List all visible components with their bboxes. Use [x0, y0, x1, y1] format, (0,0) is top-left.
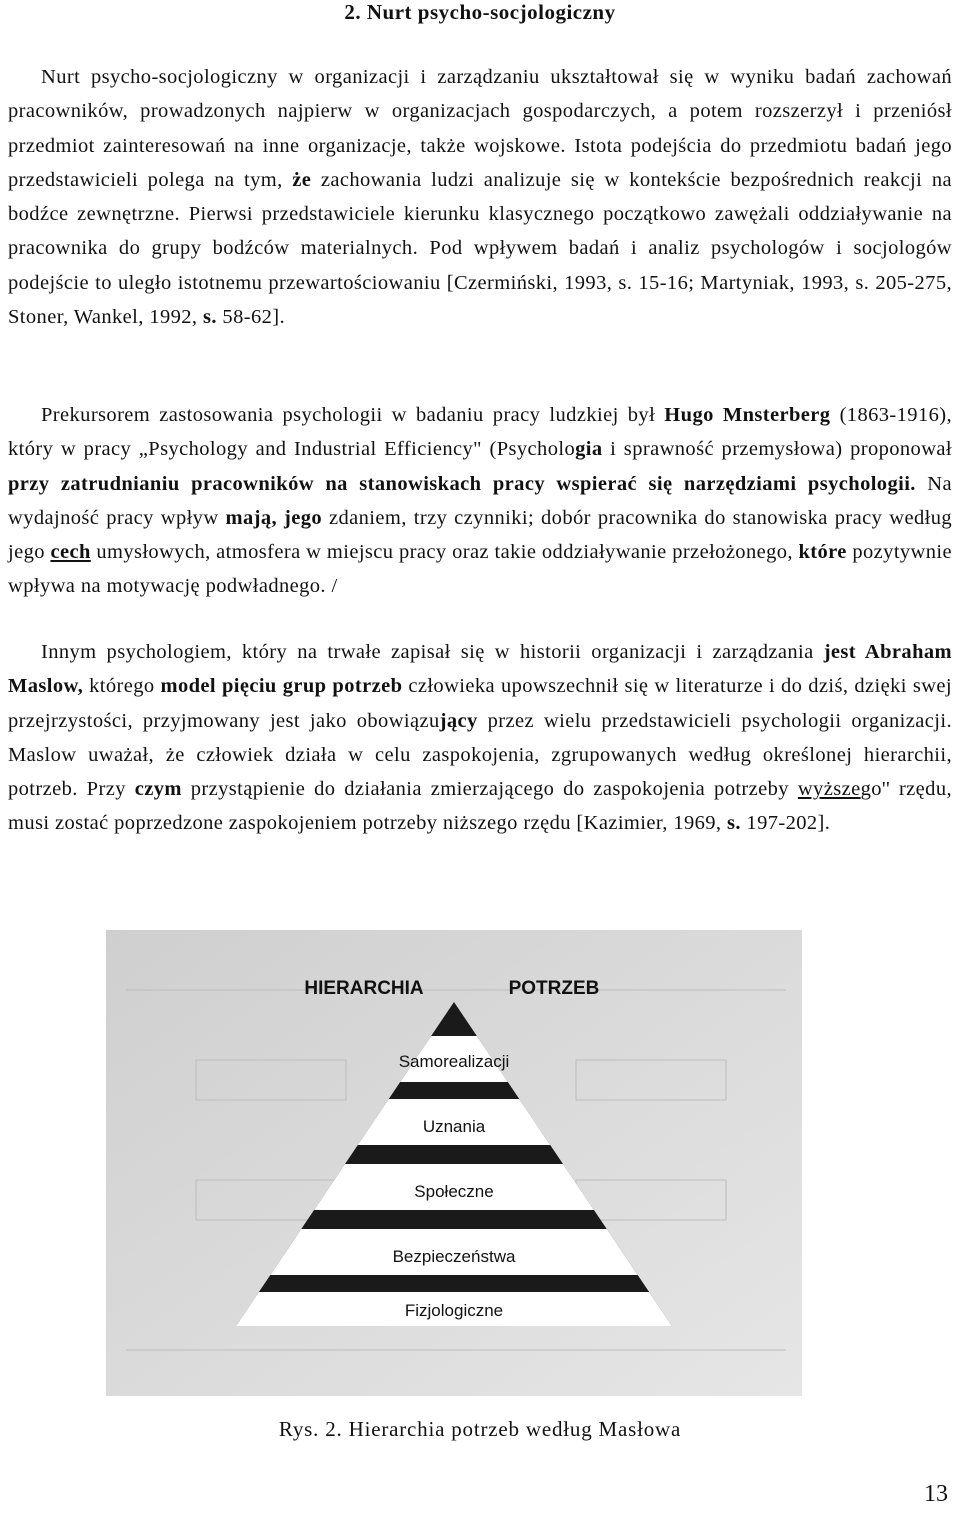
paragraph3-run: wyższe [797, 778, 861, 801]
paragraph2-run: zdaniem, trzy czynniki; dobór pracownika do stanowiska pracy według jego [8, 506, 952, 564]
paragraph2-run: pozytywnie wpływa na motywację podwładnego. / [8, 541, 953, 598]
paragraph2-run: (1863-1916), który w pracy „Psychology and Industrial Efficiency" (Psycholo [8, 404, 952, 461]
page-number: 13 [924, 1481, 948, 1507]
pyramid-level-label: Społeczne [414, 1182, 494, 1201]
pyramid-level-label: Bezpieczeństwa [392, 1247, 516, 1266]
paragraph2-run: przy zatrudnianiu pracowników na stanowiskach pracy wspierać się narzędziami psychologii. [8, 472, 916, 495]
paragraph3-run: przez wielu przedstawicieli psychologii organizacji. Maslow uważał, że człowiek działa w celu zaspokojenia, zgrupowanych według określonej hierarchii, potrzeb. Przy [8, 709, 952, 801]
paragraph3-run: przystąpienie do działania zmierzającego do zaspokojenia potrzeby [181, 778, 798, 801]
paragraph2-run: Hugo Mnsterberg [664, 404, 831, 426]
paragraph-2 [8, 398, 952, 604]
paragraph1-run: s. [202, 306, 217, 329]
figure-title-left: HIERARCHIA [304, 978, 424, 999]
paragraph-3 [8, 635, 952, 841]
paragraph2-run: Prekursorem zastosowania psychologii w badaniu pracy ludzkiej był [41, 404, 665, 426]
paragraph3-run: człowieka upowszechnił się w literaturze i do dziś, dzięki swej przejrzystości, przyjmowany jest jako obowiązu [8, 675, 952, 732]
paragraph3-run: jest Abraham Maslow, [8, 641, 952, 698]
paragraph-1 [8, 60, 952, 334]
pyramid-level-label: Samorealizacji [398, 1052, 510, 1071]
paragraph1-run: zachowania ludzi analizuje się w kontekście bezpośrednich reakcji na bodźce zewnętrzne. Pierwsi przedstawiciele kierunku klasycznego początkowo zawężali oddziaływanie na pracownika do grupy bodźców materialnych. Pod wpływem badań i analiz psychologów i socjologów podejście to uległo istotnemu przewartościowaniu [Czermiński, 1993, s. 15-16; Martyniak, 1993, s. 205-275, Stoner, Wankel, 1992, [8, 168, 952, 329]
paragraph1-run: że [292, 168, 312, 191]
paragraph3-run: go'' rzędu, musi zostać poprzedzone zaspokojeniem potrzeby niższego rzędu [Kazimier, 1969, [8, 778, 952, 835]
paragraph2-run: Na wydajność pracy wpływ [8, 472, 952, 529]
paragraph2-run: cech [50, 541, 91, 564]
paragraph1-run: 58-62]. [216, 306, 285, 329]
paragraph3-run: s. [726, 812, 741, 835]
paragraph3-run: model pięciu grup potrzeb [160, 675, 403, 698]
paragraph3-run: Innym psychologiem, który na trwałe zapisał się w historii organizacji i zarządzania [41, 641, 824, 663]
figure-title-right: POTRZEB [508, 978, 600, 999]
paragraph3-run: czym [134, 778, 182, 801]
paragraph1-run: Nurt psycho-socjologiczny w organizacji i zarządzaniu ukształtował się w wyniku badań zachowań pracowników, prowadzonych najpierw w organizacjach gospodarczych, a potem rozszerzył i przeniósł przedmiot zainteresowań na inne organizacje, także wojskowe. Istota podejścia do przedmiotu badań jego przedstawicieli polega na tym, [8, 66, 952, 191]
paragraph2-run: gia [575, 438, 603, 461]
paragraph3-run: 197-202]. [740, 812, 831, 835]
paragraph2-run: które [798, 541, 847, 564]
paragraph2-run: i sprawność przemysłowa) proponował [602, 438, 952, 461]
paragraph3-run: którego [83, 675, 161, 698]
paragraph2-run: mają, jego [225, 506, 323, 529]
paragraph3-run: jący [439, 709, 478, 732]
section-heading: 2. Nurt psycho-socjologiczny [344, 0, 616, 24]
pyramid-svg [106, 930, 802, 1396]
pyramid-level-label: Fizjologiczne [404, 1301, 504, 1320]
maslow-pyramid-figure [106, 930, 802, 1396]
pyramid-level-label: Uznania [422, 1117, 486, 1136]
figure-caption: Rys. 2. Hierarchia potrzeb według Masłowa [278, 1417, 682, 1441]
paragraph2-run: umysłowych, atmosfera w miejscu pracy oraz takie oddziaływanie przełożonego, [90, 541, 799, 564]
